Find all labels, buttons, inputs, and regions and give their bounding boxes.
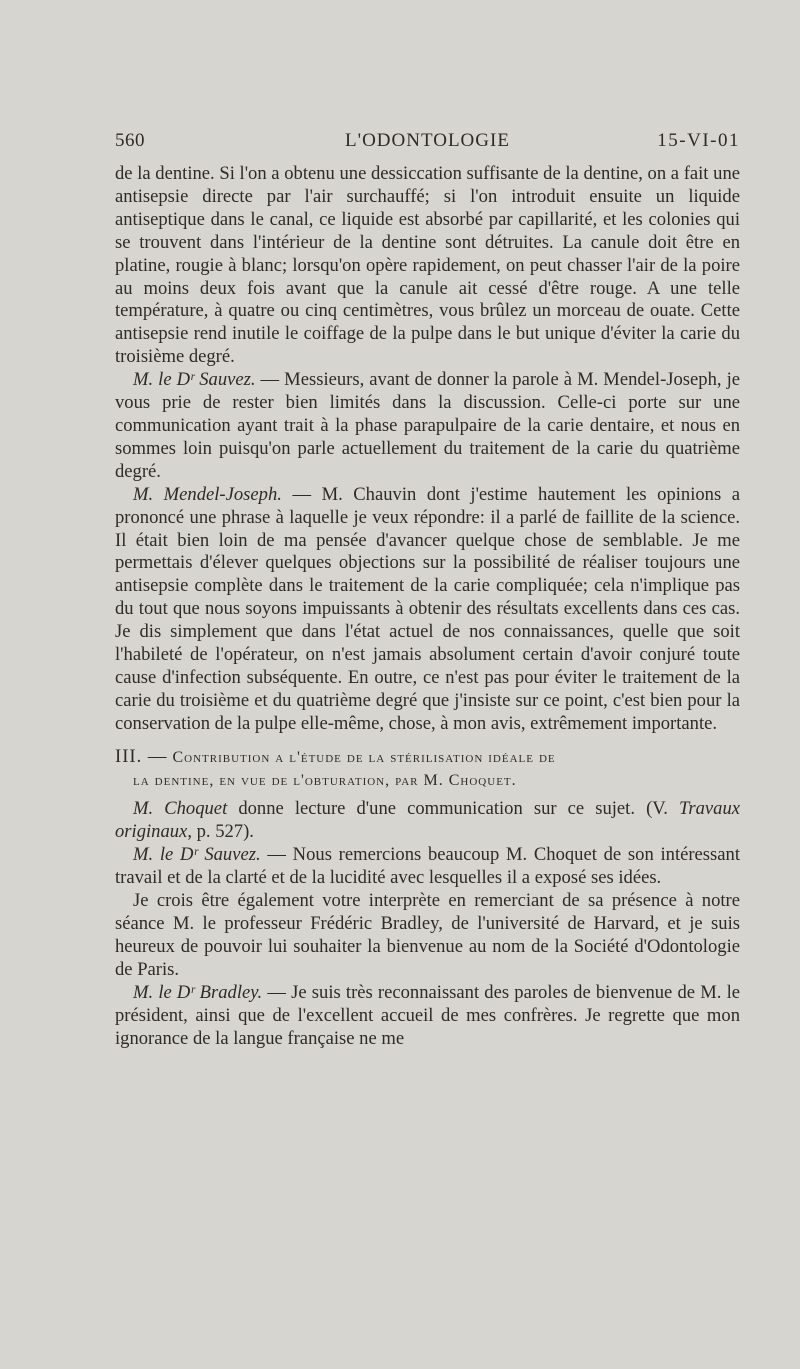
paragraph-continuation: de la dentine. Si l'on a obtenu une dessiccation suffisante de la dentine, on a fait une antisepsie directe par l'air surchauffé; si l'on introduit ensuite un liquide antiseptique dans le canal, ce liquide est absorbé par capillarité, et les colonies qui se trouvent dans l'intérieur de la dentine sont détruites. La canule doit être en platine, rougie à blanc; lorsqu'on opère rapidement, on peut chasser l'air de la poire au moins deux fois avant que la canule ait cessé d'être rouge. A une telle température, à quatre ou cinq centimètres, vous brûlez un morceau de ouate. Cette antisepsie rend inutile le coiffage de la pulpe dans le but unique d'éviter la carie du troisième degré. — [115, 163, 740, 368]
speech-text: , p. 527). — [187, 821, 254, 843]
speech-text: — Je suis très reconnaissant des paroles de bienvenue de M. le président, ainsi que de l'excellent accueil de mes confrères. Je regrette que mon ignorance de la langue française ne me — [115, 981, 740, 1049]
running-header — [115, 130, 740, 160]
issue-date: 15-VI-01 — [657, 130, 740, 151]
paragraph-sauvez-1 — [115, 369, 740, 484]
page-number: 560 — [115, 130, 145, 151]
journal-title: L'ODONTOLOGIE — [345, 130, 510, 151]
speaker-name: M. le Dʳ Sauvez. — [133, 369, 256, 391]
section-title-text: Contribution a l'étude de la stérilisation idéale de — [167, 748, 556, 766]
speech-text: donne lecture d'une communication sur ce sujet. (V. — [227, 798, 680, 820]
section-number: III. — — [115, 745, 168, 767]
speaker-name: M. le Dʳ Bradley. — [133, 981, 263, 1003]
section-heading — [115, 746, 740, 793]
paragraph-mendel-joseph — [115, 484, 740, 736]
speech-text: — Messieurs, avant de donner la parole à M. Mendel-Joseph, je vous prie de rester bien limités dans la discussion. Celle-ci porte sur une communication ayant trait à la phase parapulpaire de la carie dentaire, et nous en sommes loin puisqu'on parle actuellement du traitement de la carie du quatrième degré. — [115, 369, 740, 482]
body-text — [115, 163, 740, 1050]
paragraph-welcome: Je crois être également votre interprète en remerciant de sa présence à notre séance M. le professeur Frédéric Bradley, de l'université de Harvard, et je suis heureux de pouvoir lui souhaiter la bienvenue au nom de la Société d'Odontologie de Paris. — [115, 890, 740, 980]
paragraph-choquet — [115, 798, 740, 844]
paragraph-bradley — [115, 982, 740, 1051]
speech-text: — M. Chauvin dont j'estime hautement les opinions a prononcé une phrase à laquelle je veux répondre: il a parlé de faillite de la science. Il était bien loin de ma pensée d'avancer quelque chose de semblable. Je me permettais d'élever quelques objections sur la possibilité de réaliser toujours une antisepsie complète dans le traitement de la carie compliquée; cela n'implique pas du tout que nous soyons impuissants à obtenir des résultats excellents dans ces cas. Je dis simplement que dans l'état actuel de nos connaissances, quelle que soit l'habileté de l'opérateur, on n'est jamais absolument certain d'avoir conjuré toute cause d'infection subséquente. En outre, ce n'est pas pour éviter le traitement de la carie du troisième et du quatrième degré que j'insiste sur ce point, c'est bien pour la conservation de la pulpe elle-même, chose, à mon avis, extrêmement importante. — [115, 483, 740, 734]
paragraph-sauvez-2 — [115, 844, 740, 890]
speaker-name: M. Choquet — [133, 798, 228, 820]
reference-title: Travaux originaux — [115, 798, 740, 843]
speaker-name: M. Mendel-Joseph. — [133, 483, 282, 505]
speech-text: — Nous remercions beaucoup M. Choquet de son intéressant travail et de la clarté et de la lucidité avec lesquelles il a exposé ses idées. — [115, 844, 740, 889]
section-author: M. Choquet. — [423, 771, 517, 789]
section-title-continuation: la dentine, en vue de l'obturation, par M. Choquet. — [133, 771, 517, 789]
speaker-name: M. le Dʳ Sauvez. — [133, 844, 261, 866]
